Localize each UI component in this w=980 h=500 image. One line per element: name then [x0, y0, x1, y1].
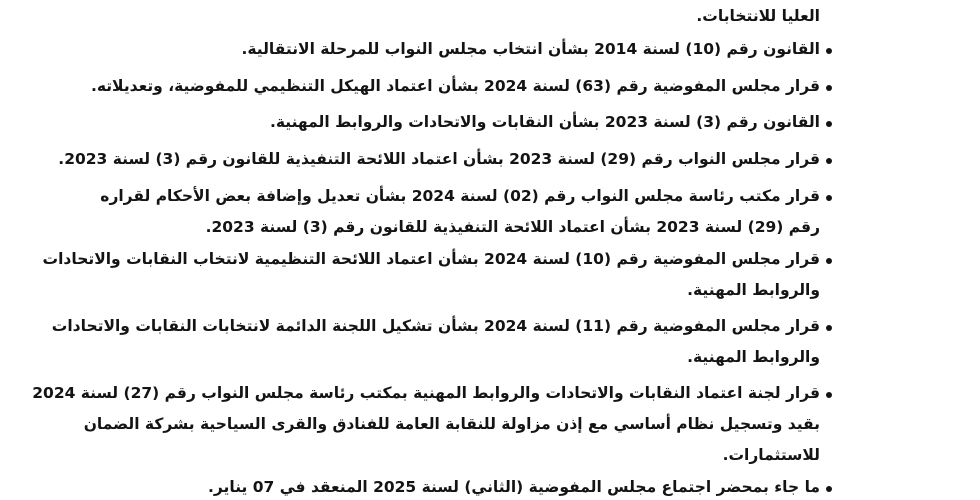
list-bullet — [826, 85, 832, 91]
list-bullet — [826, 195, 832, 201]
text-line: قرار مجلس المفوضية رقم (63) لسنة 2024 بشأن اعتماد الهيكل التنظيمي للمفوضية، وتعديلاته. — [90, 77, 820, 95]
text-line: رقم (29) لسنة 2023 بشأن اعتماد اللائحة التنفيذية للقانون رقم (3) لسنة 2023. — [205, 218, 820, 236]
text-line: والروابط المهنية. — [687, 281, 820, 299]
text-line: ما جاء بمحضر اجتماع مجلس المفوضية (الثاني) لسنة 2025 المنعقد في 07 يناير. — [208, 478, 820, 496]
text-line: القانون رقم (3) لسنة 2023 بشأن النقابات والاتحادات والروابط المهنية. — [269, 113, 820, 131]
text-line: للاستثمارات. — [722, 446, 820, 464]
list-bullet — [826, 158, 832, 164]
list-bullet — [826, 48, 832, 54]
text-line: قرار مجلس النواب رقم (29) لسنة 2023 بشأن اعتماد اللائحة التنفيذية للقانون رقم (3) لسنة 2023. — [58, 150, 820, 168]
list-bullet — [826, 486, 832, 492]
list-bullet — [826, 325, 832, 331]
list-bullet — [826, 121, 832, 127]
text-line: قرار مكتب رئاسة مجلس النواب رقم (02) لسنة 2024 بشأن تعديل وإضافة بعض الأحكام لقراره — [100, 187, 820, 205]
text-line: قرار مجلس المفوضية رقم (10) لسنة 2024 بشأن اعتماد اللائحة التنظيمية لانتخاب النقابات والاتحادات — [42, 250, 820, 268]
text-line: قرار لجنة اعتماد النقابات والاتحادات والروابط المهنية بمكتب رئاسة مجلس النواب رقم (27) لسنة 2024 — [32, 384, 820, 402]
text-line: القانون رقم (10) لسنة 2014 بشأن انتخاب مجلس النواب للمرحلة الانتقالية. — [241, 40, 820, 58]
text-line: بقيد وتسجيل نظام أساسي مع إذن مزاولة للنقابة العامة للفنادق والقرى السياحية بشركة الضمان — [83, 415, 820, 433]
list-bullet — [826, 392, 832, 398]
list-bullet — [826, 258, 832, 264]
text-line: والروابط المهنية. — [687, 348, 820, 366]
text-line: العليا للانتخابات. — [696, 7, 820, 25]
text-line: قرار مجلس المفوضية رقم (11) لسنة 2024 بشأن تشكيل اللجنة الدائمة لانتخابات النقابات والاتحادات — [51, 317, 820, 335]
